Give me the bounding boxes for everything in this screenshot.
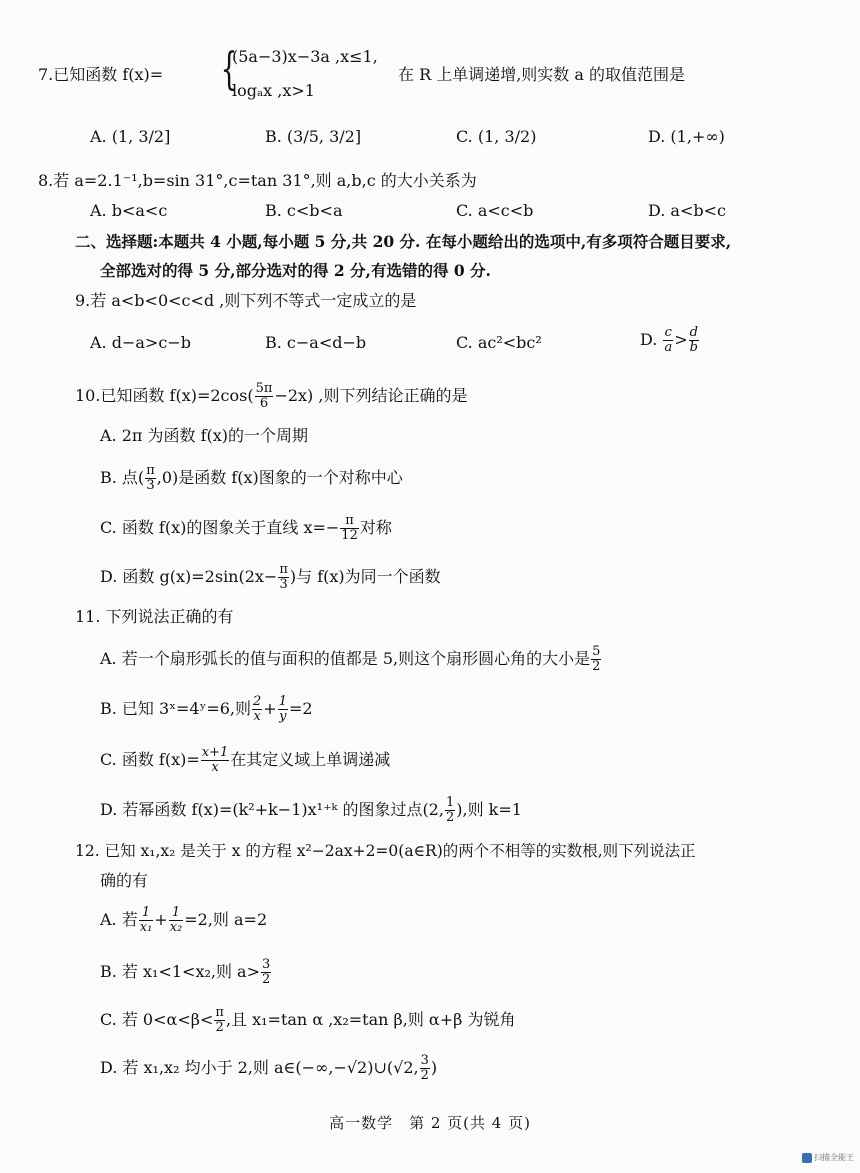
q9-d-den1: a [664, 340, 673, 355]
q10-d-num: π [279, 562, 288, 577]
q9-option-d [640, 326, 700, 355]
q9-option-b: B. c−a<d−b [265, 333, 367, 352]
q12-c-den: 2 [215, 1020, 224, 1035]
q10-option-b [100, 464, 403, 493]
q12-b-den: 2 [262, 972, 271, 987]
q11-c-text-a: C. 函数 f(x)= [100, 750, 200, 769]
scanner-watermark [802, 1152, 854, 1163]
q12-b-text: B. 若 x₁<1<x₂,则 a> [100, 962, 261, 981]
q10-stem [75, 382, 467, 411]
q11-b-text-a: B. 已知 3ˣ=4ʸ=6,则 [100, 699, 252, 718]
q10-d-text-b: )与 f(x)为同一个函数 [289, 567, 441, 586]
q10-stem-a: 10.已知函数 f(x)=2cos( [75, 386, 254, 405]
q10-option-d [100, 563, 441, 592]
q11-option-a [100, 645, 602, 674]
q10-c-den: 12 [341, 528, 358, 543]
q11-option-c [100, 746, 390, 775]
q8-option-d: D. a<b<c [648, 201, 726, 220]
q10-d-den: 3 [279, 577, 288, 592]
q11-option-d [100, 796, 522, 825]
q7-case2: logₐx ,x>1 [232, 81, 315, 100]
q10-c-text-a: C. 函数 f(x)的图象关于直线 x=− [100, 518, 340, 537]
q7-option-d: D. (1,+∞) [648, 127, 725, 146]
q12-a-den2: x₂ [169, 920, 183, 935]
q11-d-text-b: ),则 k=1 [456, 800, 522, 819]
q10-option-a: A. 2π 为函数 f(x)的一个周期 [100, 426, 309, 445]
q8-option-c: C. a<c<b [456, 201, 534, 220]
q9-d-num2: d [689, 325, 698, 340]
q11-b-text-b: =2 [288, 699, 313, 718]
q9-stem: 9.若 a<b<0<c<d ,则下列不等式一定成立的是 [75, 291, 417, 310]
q11-b-den2: y [279, 709, 287, 724]
q7-stem-a: 7.已知函数 f(x)= [38, 65, 164, 84]
q12-option-c [100, 1006, 515, 1035]
q7-case1: (5a−3)x−3a ,x≤1, [232, 47, 378, 66]
q11-b-plus: + [263, 699, 277, 718]
q11-d-den: 2 [445, 810, 455, 825]
q7-stem-b: 在 R 上单调递增,则实数 a 的取值范围是 [398, 65, 686, 84]
q10-b-den: 3 [146, 478, 155, 493]
q9-d-den2: b [689, 340, 698, 355]
q8-option-b: B. c<b<a [265, 201, 343, 220]
q11-b-num2: 1 [278, 694, 287, 709]
watermark-text: 扫描全能王 [814, 1153, 854, 1162]
q11-c-den: x [211, 760, 219, 775]
q11-stem: 11. 下列说法正确的有 [75, 607, 234, 626]
q12-a-num1: 1 [139, 906, 154, 921]
q12-c-num: π [215, 1005, 224, 1020]
q8-option-a: A. b<a<c [90, 201, 168, 220]
q9-d-op: > [674, 330, 688, 349]
q9-option-a: A. d−a>c−b [90, 333, 191, 352]
scanner-logo-icon [802, 1153, 812, 1163]
q12-d-num: 3 [420, 1053, 429, 1068]
q7-option-b: B. (3/5, 3/2] [265, 127, 362, 146]
section2-line1: 二、选择题:本题共 4 小题,每小题 5 分,共 20 分. 在每小题给出的选项中,有多项符合题目要求, [75, 232, 732, 251]
q12-c-text-b: ,且 x₁=tan α ,x₂=tan β,则 α+β 为锐角 [225, 1010, 516, 1029]
q12-a-den1: x₁ [139, 920, 153, 935]
q12-stem-line1: 12. 已知 x₁,x₂ 是关于 x 的方程 x²−2ax+2=0(a∈R)的两个不相等的实数根,则下列说法正 [75, 842, 696, 860]
q10-c-num: π [340, 514, 359, 529]
page-footer: 高一数学 第 2 页(共 4 页) [329, 1114, 531, 1132]
q7-option-a: A. (1, 3/2] [90, 127, 171, 146]
q9-d-prefix: D. [640, 330, 658, 349]
q12-d-text-a: D. 若 x₁,x₂ 均小于 2,则 a∈(−∞,−√2)∪(√2, [100, 1058, 419, 1077]
q12-a-text-a: A. 若 [100, 910, 138, 929]
q12-c-text-a: C. 若 0<α<β< [100, 1010, 214, 1029]
q12-option-d [100, 1054, 437, 1083]
q10-b-text-a: B. 点( [100, 468, 145, 487]
q12-a-text-b: =2,则 a=2 [184, 910, 268, 929]
q12-a-plus: + [154, 910, 168, 929]
q10-c-text-b: 对称 [359, 518, 392, 537]
q11-a-text: A. 若一个扇形弧长的值与面积的值都是 5,则这个扇形圆心角的大小是 [100, 649, 591, 668]
q12-d-den: 2 [420, 1068, 429, 1083]
q12-option-b [100, 958, 272, 987]
q11-b-num1: 2 [253, 694, 262, 709]
q11-d-text-a: D. 若幂函数 f(x)=(k²+k−1)x¹⁺ᵏ 的图象过点(2, [100, 800, 444, 819]
q10-b-text-b: ,0)是函数 f(x)图象的一个对称中心 [156, 468, 403, 487]
q7-brace: { [220, 44, 238, 95]
q9-d-num1: c [664, 325, 672, 340]
q9-option-c: C. ac²<bc² [456, 333, 542, 352]
q11-b-den1: x [253, 709, 261, 724]
q12-d-text-b: ) [430, 1058, 438, 1077]
q10-frac-d: 6 [259, 396, 269, 411]
q7-option-c: C. (1, 3/2) [456, 127, 537, 146]
q12-b-num: 3 [262, 957, 271, 972]
q11-d-num: 1 [445, 795, 455, 810]
q11-option-b [100, 695, 313, 724]
q10-stem-b: −2x) ,则下列结论正确的是 [274, 386, 468, 405]
q12-option-a [100, 906, 267, 935]
section2-line2: 全部选对的得 5 分,部分选对的得 2 分,有选错的得 0 分. [100, 261, 491, 280]
q11-c-text-b: 在其定义域上单调递减 [230, 750, 391, 769]
q11-a-den: 2 [592, 659, 601, 674]
q12-stem-line2: 确的有 [100, 871, 149, 890]
q10-frac-n: 5π [255, 381, 273, 396]
q11-a-num: 5 [592, 644, 601, 659]
q8-stem: 8.若 a=2.1⁻¹,b=sin 31°,c=tan 31°,则 a,b,c 的大小关系为 [38, 171, 477, 190]
q12-a-num2: 1 [169, 906, 184, 921]
q10-option-c [100, 514, 392, 543]
q11-c-num: x+1 [201, 745, 229, 760]
q10-d-text-a: D. 函数 g(x)=2sin(2x− [100, 567, 278, 586]
q10-b-num: π [146, 463, 155, 478]
